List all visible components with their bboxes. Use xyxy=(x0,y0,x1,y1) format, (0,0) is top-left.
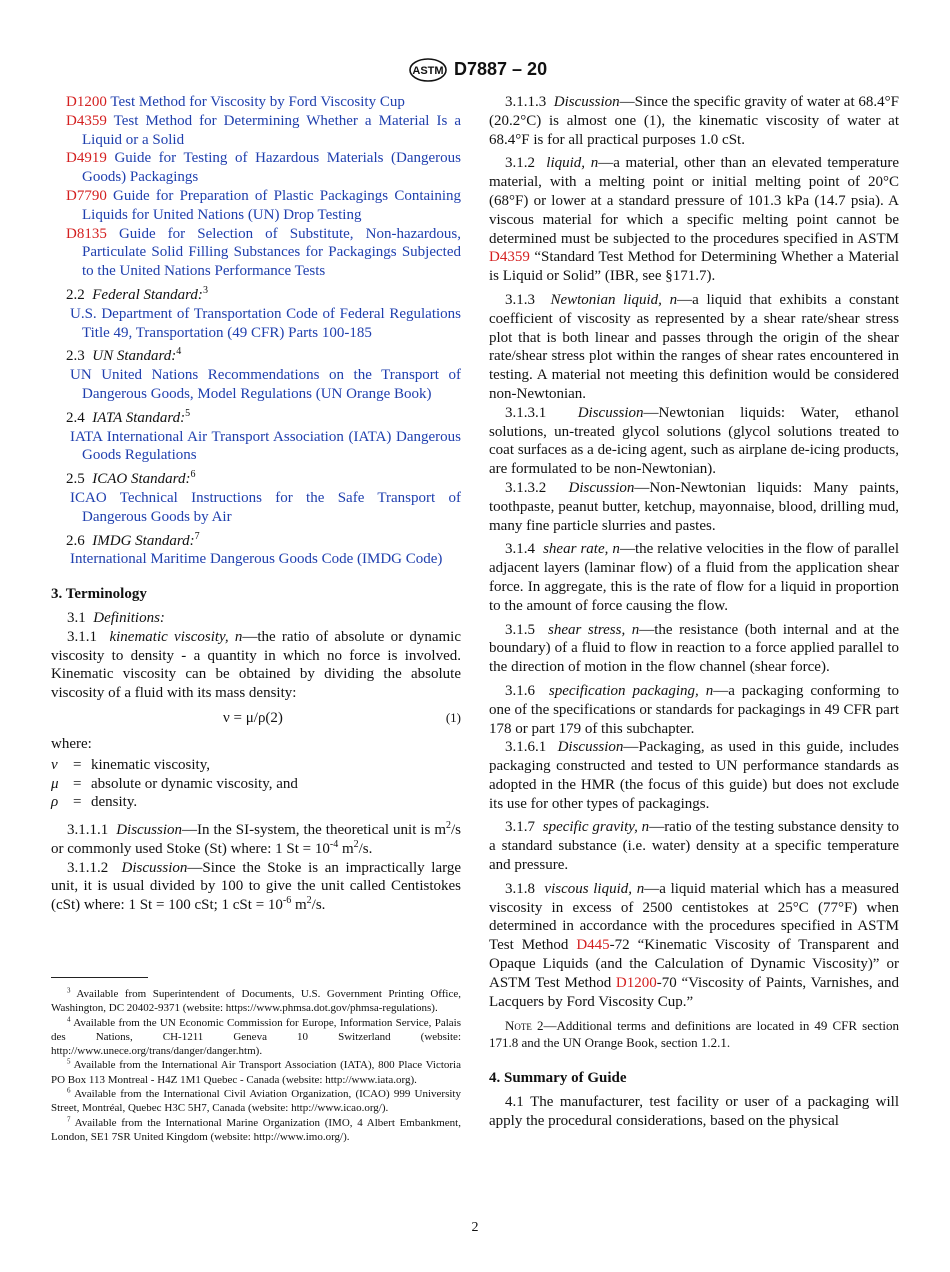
ref-link-d1200[interactable]: D1200 xyxy=(615,974,657,991)
ref-title[interactable]: Test Method for Viscosity by Ford Viscosity Cup xyxy=(110,94,405,110)
definition-row: ν = kinematic viscosity, xyxy=(51,756,211,773)
ref-title[interactable]: Test Method for Determining Whether a Material Is a Liquid or a Solid xyxy=(82,112,461,148)
section-heading-terminology: 3. Terminology xyxy=(51,586,147,603)
definition-row: ρ = density. xyxy=(51,794,138,811)
astm-logo-icon xyxy=(408,58,448,82)
footnote: $^7$ Available from the International Marine Organization (IMO, 4 Albert Embankment, London, SE1 7SR United Kingdom (website: http://www.imo.org/). xyxy=(51,1115,461,1143)
para-3-1-3-2: 3.1.3.2 Discussion—Non-Newtonian liquids: Many paints, toothpaste, peanut butter, ketchup, mayonnaise, blood, drilling mud, many fine particle slurries and pastes. xyxy=(489,479,900,534)
para-3-1-7: 3.1.7 specific gravity, n—ratio of the testing substance density to a standard substance (i.e. water) density at a specific temperature and pressure. xyxy=(489,819,899,874)
footnote: $^4$ Available from the UN Economic Commission for Europe, Information Service, Palais des Nations, CH-1211 Geneva 10 Switzerland (website: http://www.unece.org/trans/danger/danger.htm). xyxy=(51,1014,461,1058)
para-3-1-1-3: 3.1.1.3 Discussion—Since the specific gravity of water at 68.4°F (20.2°C) is almost one (1), the kinematic viscosity of water at 68.4°F is for all practical purposes 1.0 cSt. xyxy=(489,94,899,148)
ref-title[interactable]: Guide for Selection of Substitute, Non-hazardous, Particulate Solid Filling Substances for Packagings Subjected to the United Nations Performance Tests xyxy=(82,225,461,280)
ref-code-link[interactable]: D8135 xyxy=(66,225,107,242)
standard-link[interactable]: UN United Nations Recommendations on the Transport of Dangerous Goods, Model Regulations (UN Orange Book) xyxy=(70,367,461,402)
ref-item xyxy=(51,112,461,150)
standard-link[interactable]: U.S. Department of Transportation Code of Federal Regulations Title 49, Transportation (49 CFR) Parts 100-185 xyxy=(70,305,461,341)
para-4-1: 4.1 The manufacturer, test facility or user of a packaging will apply the procedural considerations, based on the physical xyxy=(489,1094,899,1130)
where-label: where: xyxy=(51,735,92,752)
standard-link[interactable]: ICAO Technical Instructions for the Safe Transport of Dangerous Goods by Air xyxy=(70,489,461,525)
standard-link[interactable]: International Maritime Dangerous Goods Code (IMDG Code) xyxy=(70,551,443,568)
equation xyxy=(51,705,461,731)
section-2-2: 2.2 Federal Standard:$^3$ xyxy=(66,284,208,303)
definition-row: μ = absolute or dynamic viscosity, and xyxy=(51,775,298,792)
equation-formula: ν = μ/ρ(2) xyxy=(223,709,283,726)
para-3-1-5: 3.1.5 shear stress, n—the resistance (both internal and at the boundary) of a fluid to flow in reaction to a force applied parallel to the direction of motion in the flow channel (shear force). xyxy=(489,621,900,676)
para-3-1-3-1: 3.1.3.1 Discussion—Newtonian liquids: Water, ethanol solutions, un-treated glycol solutions (glycol solutions treated to coat surfaces as a de-icing agent, such as airplane de-icing products, are formulated to be non-Newtonian). xyxy=(489,404,899,478)
footnote: $^6$ Available from the International Civil Aviation Organization, (ICAO) 999 University Street, Montréal, Quebec H3C 5H7, Canada (website: http://www.icao.org/). xyxy=(51,1086,461,1115)
equation-number: (1) xyxy=(445,709,461,725)
ref-link-d4359[interactable]: D4359 xyxy=(489,249,530,266)
para-3-1-1-2: 3.1.1.2 Discussion—Since the Stoke is an impractically large unit, it is usual divided by 100 to give the unit called Centistokes (cSt) where: 1 St = 100 cSt; 1 cSt = $10^{-6}$ $m^2/s$. xyxy=(51,859,462,914)
page-header xyxy=(0,58,950,84)
ref-title[interactable]: Guide for Preparation of Plastic Packagings Containing Liquids for United Nations (UN) Drop Testing xyxy=(82,187,461,223)
ref-link-d445[interactable]: D445 xyxy=(576,937,610,954)
footnote: $^5$ Available from the International Air Transport Association (IATA), 800 Place Victoria PO Box 113 Montreal - H4Z 1M1 Quebec - Canada (website: http://www.iata.org). xyxy=(51,1057,461,1086)
right-column xyxy=(489,93,899,1131)
section-2-6: 2.6 IMDG Standard:$^7$ xyxy=(66,530,200,549)
ref-title[interactable]: Guide for Testing of Hazardous Materials (Dangerous Goods) Packagings xyxy=(82,150,462,186)
symbol-definitions xyxy=(51,756,461,812)
section-2-4: 2.4 IATA Standard:$^5$ xyxy=(66,407,191,426)
para-3-1-1: 3.1.1 kinematic viscosity, n—the ratio of absolute or dynamic viscosity to density - a quantity in which no force is involved. Kinematic viscosity can be obtained by dividing the absolute viscosity of a fluid with its mass density: xyxy=(51,628,461,702)
para-3-1-8: 3.1.8 viscous liquid, n—a liquid material which has a measured viscosity in excess of 2500 centistokes at 25°C (77°F) when determined in accordance with the procedures specified in ASTM Test Method D445-72 “Kinematic Viscosity of Transparent and Opaque Liquids (and the Calculation of Dynamic Viscosity)” or ASTM Test Method D1200-70 “Viscosity of Paints, Varnishes, and Lacquers by Ford Viscosity Cup.” xyxy=(489,880,899,1010)
ref-code-link[interactable]: D4919 xyxy=(66,150,107,167)
ref-item xyxy=(51,93,461,112)
ref-code-link[interactable]: D7790 xyxy=(66,187,107,204)
para-3-1-3: 3.1.3 Newtonian liquid, n—a liquid that exhibits a constant coefficient of viscosity as represented by a shear rate/shear stress plot that is both linear and passes through the origin of the shear rate/shear stress plot within the ranges of shear rates encountered in testing. A material not meeting this definition would be considered non-Newtonian. xyxy=(489,291,899,402)
para-3-1: 3.1 Definitions: xyxy=(67,609,165,626)
footnote: $^3$ Available from Superintendent of Documents, U.S. Government Printing Office, Washington, DC 20402-9371 (website: https://www.phmsa.dot.gov/phmsa-regulations). xyxy=(51,986,461,1015)
page-number: 2 xyxy=(471,1220,479,1235)
ref-code-link[interactable]: D1200 xyxy=(66,94,107,110)
ref-code-link[interactable]: D4359 xyxy=(66,112,107,129)
section-heading-summary: 4. Summary of Guide xyxy=(489,1070,627,1087)
section-2-3: 2.3 UN Standard:$^4$ xyxy=(66,346,182,365)
section-2-5: 2.5 ICAO Standard:$^6$ xyxy=(66,469,196,488)
para-3-1-2: 3.1.2 liquid, n—a material, other than an elevated temperature material, with a melting point or initial melting point of 20°C (68°F) or lower at a standard pressure of 101.3 kPa (14.7 psia). A viscous material for which a specific melting point cannot be determined must be subjected to the procedures specified in ASTM D4359 “Standard Test Method for Determining Whether a Material is Liquid or Solid” (IBR, see §171.7). xyxy=(489,155,899,285)
para-3-1-1-1: 3.1.1.1 Discussion—In the SI-system, the theoretical unit is $m^2/s$ or commonly used Stoke (St) where: 1 $St = 10^{-4}$ $m^2/s$. xyxy=(51,820,462,857)
ref-item xyxy=(51,187,461,225)
footnotes xyxy=(51,987,461,1144)
standard-designation: D7887 – 20 xyxy=(454,59,548,79)
ref-item xyxy=(51,149,461,187)
footnote-rule xyxy=(51,977,148,978)
left-column xyxy=(51,93,461,915)
para-3-1-6-1: 3.1.6.1 Discussion—Packaging, as used in this guide, includes packaging constructed and tested to UN performance standards as adopted in the HMR (the focus of this guide) but does not exclude its use for other types of packagings. xyxy=(489,739,899,812)
para-3-1-6: 3.1.6 specification packaging, n—a packaging conforming to one of the specifications or standards for packagings in 49 CFR part 178 or part 179 of this subchapter. xyxy=(489,682,900,737)
para-3-1-4: 3.1.4 shear rate, n—the relative velocities in the flow of parallel adjacent layers (laminar flow) of a fluid from the application shear force. In aggregate, this is the rate of flow for a liquid in proportion to the amount of force causing the flow. xyxy=(489,541,899,614)
standard-link[interactable]: IATA International Air Transport Association (IATA) Dangerous Goods Regulations xyxy=(70,428,461,464)
logo-text: ASTM xyxy=(412,65,444,77)
referenced-documents xyxy=(51,93,461,281)
note-2: Note 2—Additional terms and definitions are located in 49 CFR section 171.8 and the UN Orange Book, section 1.2.1. xyxy=(489,1018,899,1051)
ref-item xyxy=(51,225,461,281)
